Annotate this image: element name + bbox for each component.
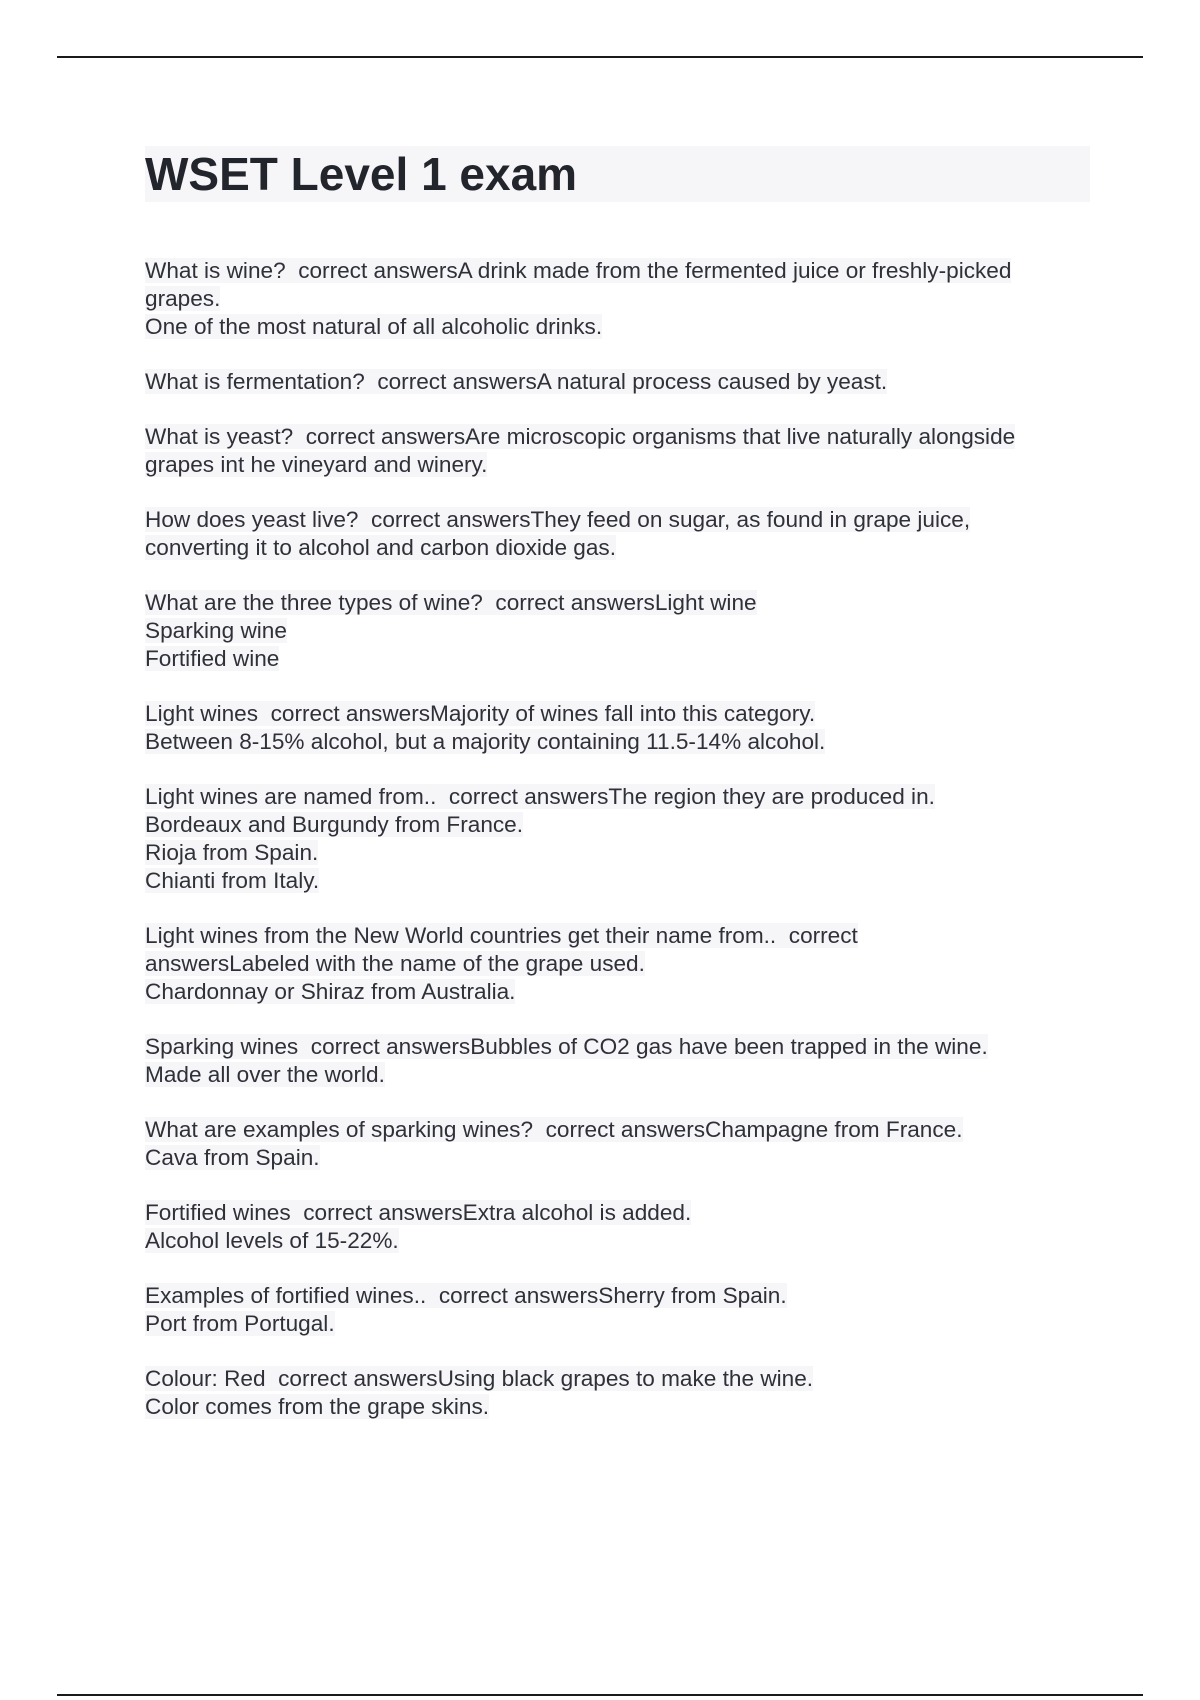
qa-line-text: How does yeast live? correct answersThey feed on sugar, as found in grape juice,	[145, 507, 971, 532]
qa-line-text: What are the three types of wine? correct answersLight wine	[145, 590, 757, 615]
qa-line	[145, 506, 1105, 534]
qa-line-text: What is wine? correct answersA drink made from the fermented juice or freshly-picked	[145, 258, 1012, 283]
qa-entry	[145, 1199, 1105, 1255]
qa-line	[145, 839, 1105, 867]
qa-line-text: Bordeaux and Burgundy from France.	[145, 812, 524, 837]
qa-line	[145, 313, 1105, 341]
qa-line	[145, 1199, 1105, 1227]
qa-line-text: Light wines are named from.. correct answersThe region they are produced in.	[145, 784, 935, 809]
qa-line-text: What are examples of sparking wines? correct answersChampagne from France.	[145, 1117, 963, 1142]
qa-line	[145, 368, 1105, 396]
qa-line	[145, 1282, 1105, 1310]
qa-line-text: What is fermentation? correct answersA natural process caused by yeast.	[145, 369, 888, 394]
qa-entry	[145, 700, 1105, 756]
qa-line-text: Cava from Spain.	[145, 1145, 320, 1170]
qa-entry	[145, 423, 1105, 479]
qa-line-text: One of the most natural of all alcoholic drinks.	[145, 314, 603, 339]
qa-entry	[145, 1365, 1105, 1421]
qa-line	[145, 1061, 1105, 1089]
qa-entry	[145, 368, 1105, 396]
qa-line	[145, 285, 1105, 313]
qa-list	[145, 257, 1105, 1448]
qa-line-text: grapes int he vineyard and winery.	[145, 452, 488, 477]
qa-line	[145, 423, 1105, 451]
qa-line-text: Made all over the world.	[145, 1062, 385, 1087]
qa-entry	[145, 506, 1105, 562]
qa-entry	[145, 1116, 1105, 1172]
qa-line	[145, 451, 1105, 479]
qa-line	[145, 811, 1105, 839]
qa-entry	[145, 922, 1105, 1006]
qa-line-text: Port from Portugal.	[145, 1311, 335, 1336]
qa-line	[145, 728, 1105, 756]
qa-line-text: Examples of fortified wines.. correct answersSherry from Spain.	[145, 1283, 787, 1308]
qa-line	[145, 617, 1105, 645]
qa-line	[145, 950, 1105, 978]
qa-line	[145, 1393, 1105, 1421]
qa-line-text: converting it to alcohol and carbon dioxide gas.	[145, 535, 617, 560]
qa-entry	[145, 1033, 1105, 1089]
qa-line	[145, 645, 1105, 673]
qa-line	[145, 1365, 1105, 1393]
qa-entry	[145, 1282, 1105, 1338]
qa-line-text: Colour: Red correct answersUsing black grapes to make the wine.	[145, 1366, 814, 1391]
qa-line-text: grapes.	[145, 286, 221, 311]
qa-line-text: answersLabeled with the name of the grape used.	[145, 951, 645, 976]
qa-line	[145, 1227, 1105, 1255]
qa-line	[145, 589, 1105, 617]
qa-line-text: Between 8-15% alcohol, but a majority containing 11.5-14% alcohol.	[145, 729, 826, 754]
qa-line	[145, 867, 1105, 895]
qa-line	[145, 1033, 1105, 1061]
qa-line	[145, 1310, 1105, 1338]
qa-line-text: Rioja from Spain.	[145, 840, 319, 865]
qa-entry	[145, 783, 1105, 895]
qa-entry	[145, 589, 1105, 673]
qa-line	[145, 783, 1105, 811]
qa-line-text: Sparking wines correct answersBubbles of CO2 gas have been trapped in the wine.	[145, 1034, 988, 1059]
qa-line-text: Alcohol levels of 15-22%.	[145, 1228, 399, 1253]
qa-line-text: Chardonnay or Shiraz from Australia.	[145, 979, 516, 1004]
qa-line	[145, 922, 1105, 950]
qa-line	[145, 257, 1105, 285]
document-title: WSET Level 1 exam	[145, 148, 578, 200]
qa-line-text: Sparking wine	[145, 618, 287, 643]
qa-line	[145, 700, 1105, 728]
top-rule	[57, 56, 1143, 58]
qa-line	[145, 1144, 1105, 1172]
qa-line	[145, 1116, 1105, 1144]
qa-line-text: Fortified wine	[145, 646, 280, 671]
qa-line	[145, 534, 1105, 562]
qa-line-text: Chianti from Italy.	[145, 868, 320, 893]
qa-entry	[145, 257, 1105, 341]
qa-line-text: Fortified wines correct answersExtra alcohol is added.	[145, 1200, 692, 1225]
qa-line-text: Light wines correct answersMajority of wines fall into this category.	[145, 701, 816, 726]
qa-line-text: Color comes from the grape skins.	[145, 1394, 490, 1419]
qa-line	[145, 978, 1105, 1006]
qa-line-text: Light wines from the New World countries get their name from.. correct	[145, 923, 858, 948]
qa-line-text: What is yeast? correct answersAre microscopic organisms that live naturally alongside	[145, 424, 1016, 449]
bottom-rule	[57, 1694, 1143, 1696]
